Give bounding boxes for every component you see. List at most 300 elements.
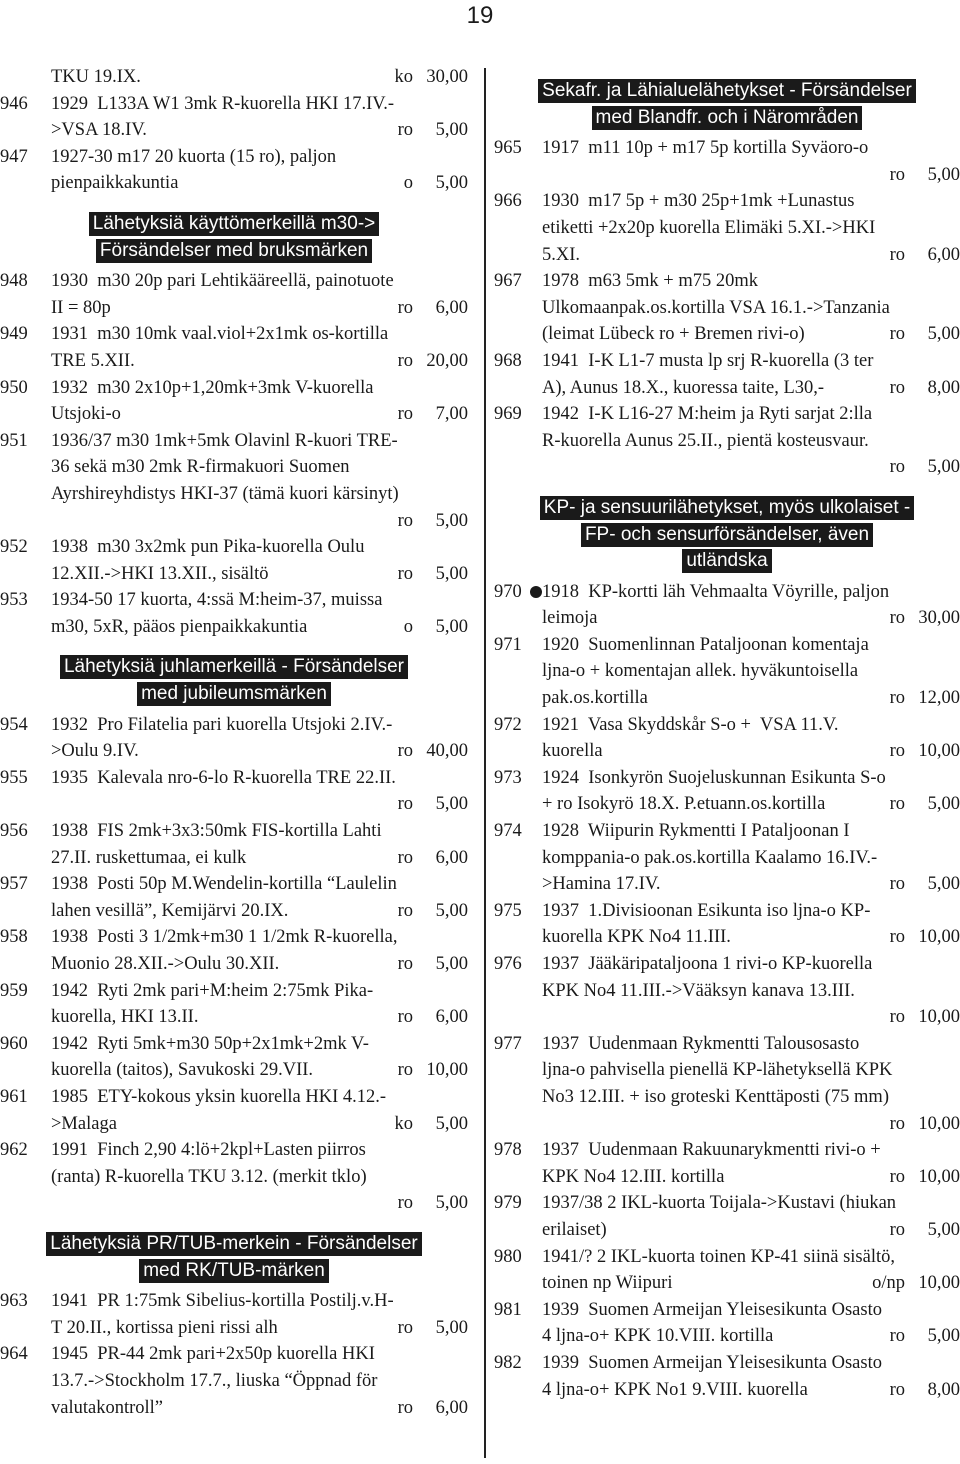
description-text: Ulkomaanpak.os.kortilla VSA 16.1.->Tanzania — [542, 297, 890, 318]
condition-code: ro — [397, 954, 413, 974]
lot-description-line — [542, 242, 960, 269]
price-value: 30,00 — [426, 67, 468, 87]
price-value: 5,00 — [435, 954, 468, 974]
price-value: 5,00 — [435, 120, 468, 141]
column-divider — [484, 68, 486, 1458]
condition-code: ro — [889, 377, 905, 398]
lot-description-line — [542, 658, 960, 685]
lot-entry — [0, 428, 468, 534]
lot-description-line — [542, 1323, 960, 1350]
lot-number: 967 — [494, 271, 522, 292]
description-text: 1937 Jääkäripataljoona 1 rivi-o KP-kuorella — [542, 954, 873, 974]
lot-description-line — [51, 1137, 468, 1164]
condition-code: o — [403, 616, 413, 637]
description-text: 1941 PR 1:75mk Sibelius-kortilla Postilj.v.H- — [51, 1291, 394, 1312]
lot-entry — [494, 1137, 960, 1190]
section-heading-line: Sekafr. ja Lähialuelähetykset - Försändelser — [538, 79, 916, 103]
price-value: 5,00 — [927, 457, 960, 478]
lot-description-line — [542, 215, 960, 242]
lot-description-line — [542, 454, 960, 481]
description-text: 4 ljna-o+ KPK No1 9.VIII. kuorella — [542, 1379, 808, 1400]
price-value: 5,00 — [435, 563, 468, 584]
lot-entry — [494, 188, 960, 268]
lot-description-line — [51, 1164, 468, 1191]
price-value: 6,00 — [435, 1397, 468, 1418]
description-text: 1931 m30 10mk vaal.viol+2x1mk os-kortilla — [51, 324, 389, 345]
lot-description-line — [542, 978, 960, 1005]
price-value: 8,00 — [927, 1379, 960, 1400]
description-text: 1924 Isonkyrön Suojeluskunnan Esikunta S-o — [542, 767, 886, 788]
lot-number: 970 — [494, 581, 522, 602]
condition-code: ro — [397, 350, 413, 371]
price-value: 5,00 — [927, 1326, 960, 1347]
lot-description-line — [51, 1057, 468, 1084]
lot-description-line — [51, 845, 468, 872]
left-column — [0, 64, 468, 1421]
lot-entry — [494, 1031, 960, 1137]
description-text — [542, 1007, 547, 1027]
lot-description-line — [51, 561, 468, 588]
description-text: 1945 PR-44 2mk pari+2x50p kuorella HKI — [51, 1344, 375, 1365]
lot-description-line — [542, 401, 960, 428]
description-text: 1938 m30 3x2mk pun Pika-kuorella Oulu — [51, 537, 365, 558]
description-text: 1935 Kalevala nro-6-lo R-kuorella TRE 22.II. — [51, 767, 396, 788]
description-text: 1928 Wiipurin Rykmentti I Pataljoonan I — [542, 821, 850, 842]
description-text: 1934-50 17 kuorta, 4:ssä M:heim-37, muissa — [51, 590, 383, 611]
lot-number: 959 — [0, 980, 28, 1001]
price-value: 5,00 — [435, 1193, 468, 1214]
description-text: kuorella — [542, 741, 603, 762]
description-text: kuorella KPK No4 11.III. — [542, 927, 731, 948]
lot-description-line — [542, 712, 960, 739]
section-heading-line: KP- ja sensuurilähetykset, myös ulkolaiset - — [540, 496, 914, 520]
condition-code: ro — [889, 688, 905, 709]
description-text: 1930 m30 20p pari Lehtikääreellä, painotuote — [51, 271, 394, 292]
section-heading-line: Försändelser med bruksmärken — [96, 239, 372, 263]
lot-entry — [494, 268, 960, 348]
condition-code: ro — [397, 900, 413, 921]
lot-description-line — [542, 579, 960, 606]
lot-description-line — [51, 268, 468, 295]
lot-entry — [494, 951, 960, 1031]
lot-number: 966 — [494, 191, 522, 212]
description-text: Muonio 28.XII.->Oulu 30.XII. — [51, 954, 280, 974]
price-value: 5,00 — [927, 164, 960, 185]
lot-description-line — [542, 1217, 960, 1244]
lot-number: 971 — [494, 634, 522, 655]
lot-number: 962 — [0, 1140, 28, 1161]
description-text: >Hamina 17.IV. — [542, 874, 661, 895]
price-value: 5,00 — [927, 324, 960, 345]
lot-number: 957 — [0, 874, 28, 895]
lot-number: 965 — [494, 138, 522, 159]
condition-code: ro — [397, 1317, 413, 1338]
description-text: 1918 KP-kortti läh Vehmaalta Vöyrille, paljon — [542, 581, 890, 602]
lot-entry — [494, 1297, 960, 1350]
price-value: 10,00 — [918, 741, 960, 762]
lot-entry — [0, 924, 468, 977]
lot-description-line — [51, 978, 468, 1005]
price-value: 5,00 — [435, 900, 468, 921]
lot-description-line — [542, 135, 960, 162]
description-text: 1939 Suomen Armeijan Yleisesikunta Osasto — [542, 1299, 882, 1320]
description-text: komppania-o pak.os.kortilla Kaalamo 16.IV.- — [542, 847, 878, 868]
lot-entry — [494, 818, 960, 898]
section-heading — [0, 654, 468, 707]
description-text: (ranta) R-kuorella TKU 3.12. (merkit tklo) — [51, 1166, 367, 1187]
description-text: toinen np Wiipuri — [542, 1273, 673, 1294]
condition-code: ro — [889, 741, 905, 762]
description-text: 27.II. ruskettumaa, ei kulk — [51, 847, 247, 868]
condition-code: ro — [397, 1193, 413, 1214]
lot-description-line — [542, 632, 960, 659]
lot-description-line — [51, 428, 468, 455]
lot-entry — [0, 1084, 468, 1137]
lot-entry — [0, 978, 468, 1031]
lot-number: 949 — [0, 324, 28, 345]
lot-number: 947 — [0, 146, 28, 167]
lot-description-line — [542, 765, 960, 792]
lot-description-line — [51, 791, 468, 818]
description-text: KPK No4 12.III. kortilla — [542, 1166, 725, 1187]
lot-number: 980 — [494, 1246, 522, 1267]
lot-description-line — [542, 1004, 960, 1031]
description-text: 1938 Posti 50p M.Wendelin-kortilla “Laulelin — [51, 874, 397, 895]
condition-code: ko — [394, 1113, 413, 1134]
lot-entry — [0, 91, 468, 144]
description-text: KPK No4 11.III.->Vääksyn kanava 13.III. — [542, 980, 855, 1001]
description-text: No3 12.III. + iso groteski Kenttäposti (75 mm) — [542, 1086, 889, 1107]
lot-description-line — [51, 1084, 468, 1111]
description-text: valutakontroll” — [51, 1397, 163, 1418]
price-value: 10,00 — [918, 1007, 960, 1028]
lot-description-line — [51, 587, 468, 614]
description-text: 1937 1.Divisioonan Esikunta iso ljna-o KP- — [542, 900, 871, 921]
lot-description-line — [542, 321, 960, 348]
lot-description-line — [542, 871, 960, 898]
condition-code: ro — [889, 1113, 905, 1134]
lot-description-line — [542, 1297, 960, 1324]
description-text: 1938 Posti 3 1/2mk+m30 1 1/2mk R-kuorella, — [51, 927, 398, 948]
lot-description-line — [542, 845, 960, 872]
description-text: lahen vesillä”, Kemijärvi 20.IX. — [51, 900, 289, 921]
lot-entry — [494, 579, 960, 632]
lot-number: 982 — [494, 1352, 522, 1373]
price-value: 5,00 — [927, 874, 960, 895]
description-text: 1937/38 2 IKL-kuorta Toijala->Kustavi (hiukan — [542, 1193, 897, 1214]
description-text — [51, 794, 56, 814]
description-text: Ayrshireyhdistys HKI-37 (tämä kuori kärsinyt) — [51, 483, 399, 504]
lot-description-line — [51, 508, 468, 535]
condition-code: ro — [889, 1326, 905, 1347]
price-value: 10,00 — [918, 1166, 960, 1187]
lot-description-line — [51, 765, 468, 792]
condition-code: ro — [397, 563, 413, 584]
description-text: 5.XI. — [542, 244, 581, 265]
lot-entry — [494, 712, 960, 765]
description-text: 1938 FIS 2mk+3x3:50mk FIS-kortilla Lahti — [51, 821, 382, 842]
lot-number: 958 — [0, 927, 28, 948]
lot-number: 978 — [494, 1140, 522, 1161]
lot-number: 956 — [0, 821, 28, 842]
lot-description-line — [51, 1288, 468, 1315]
description-text: >Oulu 9.IV. — [51, 741, 139, 762]
lot-description-line — [51, 295, 468, 322]
description-text: >Malaga — [51, 1113, 117, 1134]
lot-description-line — [51, 534, 468, 561]
lot-entry — [494, 1244, 960, 1297]
lot-description-line — [51, 951, 468, 978]
lot-description-line — [51, 898, 468, 925]
description-text: leimoja — [542, 608, 598, 629]
lot-description-line — [51, 871, 468, 898]
lot-description-line — [542, 268, 960, 295]
description-text: TKU 19.IX. — [51, 67, 141, 87]
description-text: 1941 I-K L1-7 musta lp srj R-kuorella (3 ter — [542, 350, 874, 371]
lot-description-line — [542, 428, 960, 455]
lot-number: 977 — [494, 1033, 522, 1054]
description-text: 1929 L133A W1 3mk R-kuorella HKI 17.IV.- — [51, 93, 395, 114]
lot-number: 976 — [494, 954, 522, 974]
lot-description-line — [542, 1270, 960, 1297]
lot-description-line — [51, 924, 468, 951]
lot-description-line — [542, 162, 960, 189]
section-heading-line: Lähetyksiä PR/TUB-merkein - Försändelser — [46, 1232, 421, 1256]
condition-code: ro — [889, 874, 905, 895]
lot-description-line — [51, 1004, 468, 1031]
condition-code: ro — [889, 244, 905, 265]
description-text — [542, 1114, 547, 1134]
lot-description-line — [542, 295, 960, 322]
description-text: 1942 I-K L16-27 M:heim ja Ryti sarjat 2:lla — [542, 404, 873, 425]
lot-description-line — [51, 712, 468, 739]
lot-entry — [494, 1190, 960, 1243]
section-heading-line: Lähetyksiä juhlamerkeillä - Försändelser — [60, 655, 408, 679]
lot-number: 954 — [0, 714, 28, 735]
lot-number: 952 — [0, 537, 28, 558]
condition-code: ro — [397, 1397, 413, 1418]
condition-code: ro — [397, 794, 413, 815]
section-heading-line: med RK/TUB-märken — [139, 1259, 329, 1283]
lot-description-line — [51, 481, 468, 508]
description-text: 1920 Suomenlinnan Pataljoonan komentaja — [542, 634, 869, 655]
price-value: 10,00 — [918, 1273, 960, 1294]
lot-number: 979 — [494, 1193, 522, 1214]
description-text: 1930 m17 5p + m30 25p+1mk +Lunastus — [542, 191, 855, 212]
section-heading — [0, 1231, 468, 1284]
lot-description-line — [51, 1341, 468, 1368]
lot-description-line — [542, 898, 960, 925]
price-value: 10,00 — [918, 927, 960, 948]
description-text — [51, 511, 56, 531]
lot-description-line — [542, 818, 960, 845]
price-value: 5,00 — [927, 794, 960, 815]
description-text: >VSA 18.IV. — [51, 120, 147, 141]
description-text: 1932 Pro Filatelia pari kuorella Utsjoki 2.IV.- — [51, 714, 393, 735]
lot-description-line — [51, 1368, 468, 1395]
lot-description-line — [51, 1190, 468, 1217]
lot-entry — [494, 1350, 960, 1403]
description-text: A), Aunus 18.X., kuoressa taite, L30,- — [542, 377, 825, 398]
price-value: 5,00 — [435, 616, 468, 637]
price-value: 7,00 — [435, 404, 468, 425]
description-text: + ro Isokyrö 18.X. P.etuann.os.kortilla — [542, 794, 826, 815]
lot-number: 975 — [494, 900, 522, 921]
lot-description-line — [542, 605, 960, 632]
description-text: II = 80p — [51, 297, 111, 318]
description-text: 1942 Ryti 5mk+m30 50p+2x1mk+2mk V- — [51, 1033, 369, 1054]
lot-entry — [494, 898, 960, 951]
lot-description-line — [51, 64, 468, 91]
condition-code: ro — [889, 608, 905, 629]
description-text: (leimat Lübeck ro + Bremen rivi-o) — [542, 324, 805, 345]
lot-entry — [494, 632, 960, 712]
condition-code: ro — [889, 1379, 905, 1400]
price-value: 5,00 — [435, 510, 468, 531]
lot-entry — [494, 348, 960, 401]
section-heading-line: Lähetyksiä käyttömerkeillä m30-> — [89, 212, 380, 236]
price-value: 5,00 — [435, 1113, 468, 1134]
description-text: 1937 Uudenmaan Rakuunarykmentti rivi-o + — [542, 1140, 881, 1161]
lot-entry — [0, 1341, 468, 1421]
condition-code: ro — [397, 1060, 413, 1081]
lot-description-line — [542, 1057, 960, 1084]
lot-description-line — [542, 738, 960, 765]
lot-description-line — [51, 401, 468, 428]
price-value: 20,00 — [426, 350, 468, 371]
lot-number: 955 — [0, 767, 28, 788]
description-text: 36 sekä m30 2mk R-firmakuori Suomen — [51, 457, 350, 478]
lot-entry — [0, 268, 468, 321]
section-heading-line: FP- och sensurförsändelser, även — [581, 523, 873, 547]
price-value: 10,00 — [918, 1113, 960, 1134]
lot-description-line — [51, 1315, 468, 1342]
highlight-bullet-icon — [530, 586, 542, 598]
lot-description-line — [542, 1190, 960, 1217]
lot-entry — [0, 321, 468, 374]
condition-code: ro — [889, 164, 905, 185]
lot-number: 951 — [0, 430, 28, 451]
price-value: 6,00 — [435, 297, 468, 318]
lot-number: 974 — [494, 821, 522, 842]
lot-number: 953 — [0, 590, 28, 611]
price-value: 5,00 — [927, 1219, 960, 1240]
description-text: 1985 ETY-kokous yksin kuorella HKI 4.12.- — [51, 1086, 387, 1107]
lot-number: 961 — [0, 1086, 28, 1107]
description-text: kuorella (taitos), Savukoski 29.VII. — [51, 1060, 314, 1081]
section-heading — [494, 495, 960, 575]
description-text: 1942 Ryti 2mk pari+M:heim 2:75mk Pika- — [51, 980, 374, 1001]
lot-entry — [494, 401, 960, 481]
condition-code: o/np — [872, 1273, 905, 1294]
lot-description-line — [542, 1164, 960, 1191]
lot-number: 968 — [494, 350, 522, 371]
description-text: ljna-o + komentajan allek. hyväkuntoisella — [542, 661, 859, 682]
description-text: 1941/? 2 IKL-kuorta toinen KP-41 siinä sisältö, — [542, 1246, 895, 1267]
price-value: 30,00 — [918, 608, 960, 629]
lot-entry — [0, 587, 468, 640]
lot-description-line — [542, 1350, 960, 1377]
section-heading-line: utländska — [682, 549, 771, 573]
description-text — [51, 1193, 56, 1213]
description-text: 1921 Vasa Skyddskår S-o + VSA 11.V. — [542, 714, 839, 735]
section-heading — [0, 211, 468, 264]
description-text: m30, 5xR, pääos pienpaikkakuntia — [51, 616, 308, 637]
description-text: ljna-o pahvisella pienellä KP-lähetyksellä KPK — [542, 1060, 893, 1081]
page-number: 19 — [466, 2, 494, 29]
description-text — [542, 165, 547, 185]
condition-code: ro — [397, 120, 413, 141]
lot-description-line — [542, 1377, 960, 1404]
description-text: etiketti +2x20p kuorella Elimäki 5.XI.->HKI — [542, 217, 876, 238]
lot-description-line — [51, 321, 468, 348]
condition-code: ro — [397, 741, 413, 762]
description-text: 1917 m11 10p + m17 5p kortilla Syväoro-o — [542, 138, 869, 159]
description-text: 1991 Finch 2,90 4:lö+2kpl+Lasten piirros — [51, 1140, 366, 1161]
lot-description-line — [51, 91, 468, 118]
condition-code: ro — [889, 927, 905, 948]
condition-code: ro — [397, 1007, 413, 1028]
description-text: 12.XII.->HKI 13.XII., sisältö — [51, 563, 269, 584]
lot-number: 960 — [0, 1033, 28, 1054]
lot-description-line — [51, 738, 468, 765]
lot-description-line — [542, 924, 960, 951]
lot-description-line — [542, 188, 960, 215]
section-heading-line: med jubileumsmärken — [137, 682, 331, 706]
description-text: 1932 m30 2x10p+1,20mk+3mk V-kuorella — [51, 377, 374, 398]
lot-description-line — [51, 1031, 468, 1058]
lot-entry — [0, 1031, 468, 1084]
lot-description-line — [542, 1031, 960, 1058]
price-value: 5,00 — [435, 794, 468, 815]
price-value: 5,00 — [435, 173, 468, 194]
lot-description-line — [51, 375, 468, 402]
lot-number: 969 — [494, 404, 522, 425]
lot-description-line — [542, 791, 960, 818]
lot-description-line — [51, 1111, 468, 1138]
lot-number: 973 — [494, 767, 522, 788]
lot-entry — [0, 534, 468, 587]
condition-code: ro — [889, 1007, 905, 1028]
condition-code: ro — [889, 1166, 905, 1187]
lot-entry — [0, 375, 468, 428]
lot-number: 946 — [0, 93, 28, 114]
lot-description-line — [542, 1137, 960, 1164]
lot-description-line — [542, 348, 960, 375]
lot-description-line — [542, 375, 960, 402]
lot-number: 972 — [494, 714, 522, 735]
description-text: 1937 Uudenmaan Rykmentti Talousosasto — [542, 1033, 860, 1054]
price-value: 10,00 — [426, 1060, 468, 1081]
lot-description-line — [51, 818, 468, 845]
lot-entry — [494, 135, 960, 188]
lot-description-line — [542, 1244, 960, 1271]
lot-description-line — [51, 348, 468, 375]
description-text: T 20.II., kortissa pieni rissi alh — [51, 1317, 278, 1338]
description-text: 4 ljna-o+ KPK 10.VIII. kortilla — [542, 1326, 774, 1347]
lot-description-line — [542, 1084, 960, 1111]
condition-code: o — [403, 173, 413, 194]
description-text: 1927-30 m17 20 kuorta (15 ro), paljon — [51, 146, 337, 167]
lot-description-line — [51, 170, 468, 197]
lot-description-line — [51, 1395, 468, 1422]
price-value: 12,00 — [918, 688, 960, 709]
condition-code: ro — [397, 404, 413, 425]
description-text: pak.os.kortilla — [542, 688, 648, 709]
right-column — [494, 64, 960, 1403]
lot-number: 963 — [0, 1291, 28, 1312]
lot-number: 981 — [494, 1299, 522, 1320]
